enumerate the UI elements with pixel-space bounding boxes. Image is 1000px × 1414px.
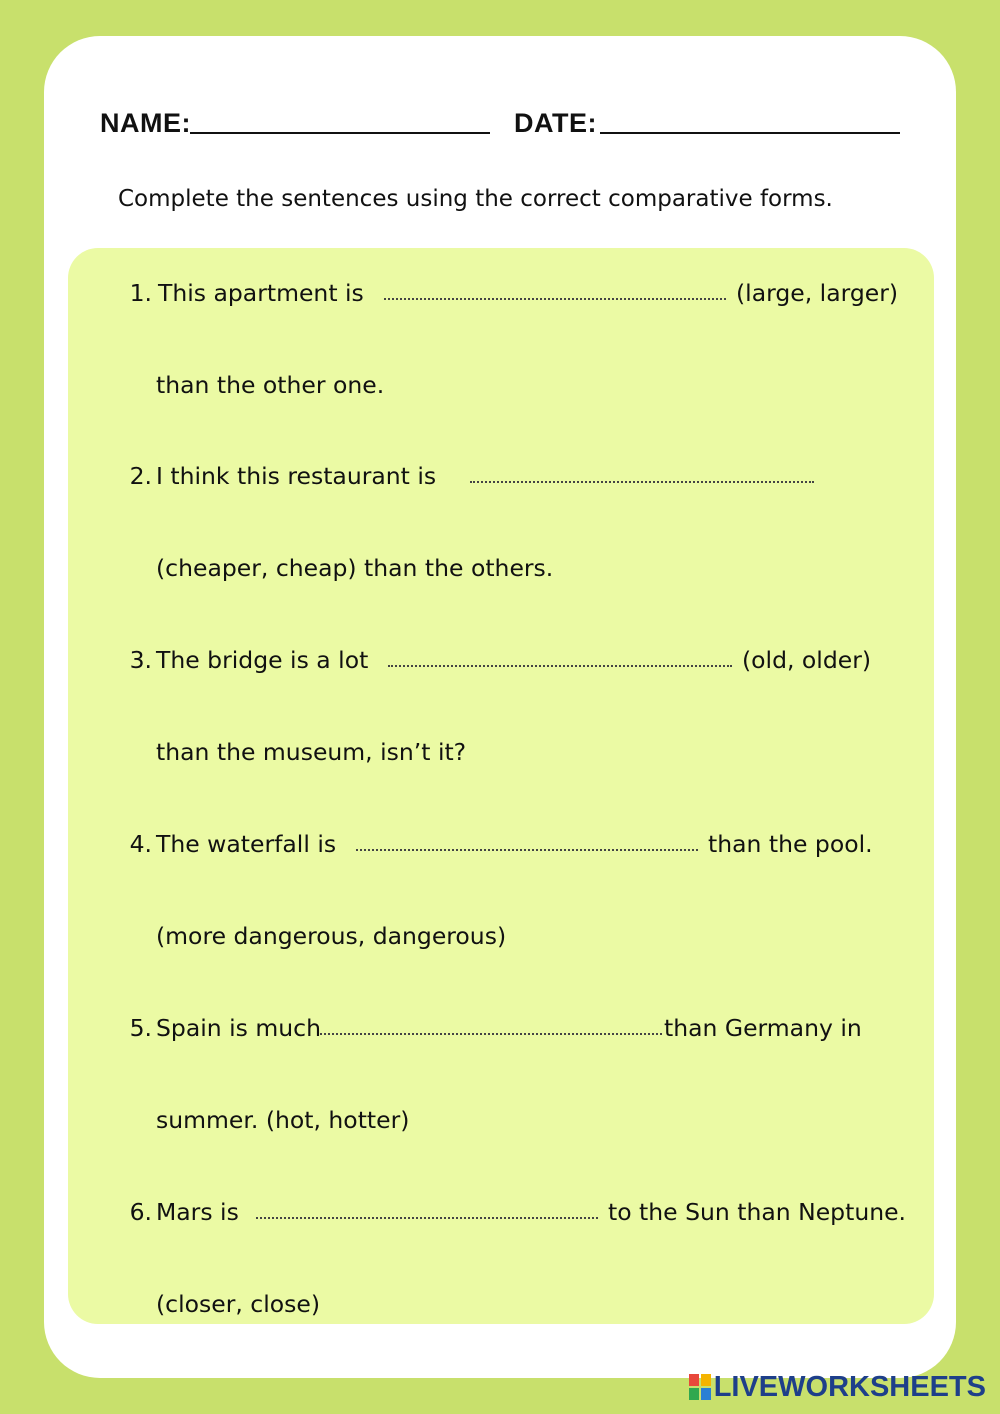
item-text-before: This apartment is bbox=[158, 279, 364, 307]
item-text-before: The bridge is a lot bbox=[156, 646, 369, 674]
instruction-text: Complete the sentences using the correct comparative forms. bbox=[118, 186, 833, 212]
item-text-line2: (more dangerous, dangerous) bbox=[156, 922, 507, 950]
answer-blank[interactable] bbox=[320, 1033, 662, 1035]
item-text-after: than Germany in bbox=[664, 1014, 862, 1042]
item-text-before: Mars is bbox=[156, 1198, 239, 1226]
name-label: NAME: bbox=[100, 108, 191, 138]
answer-blank[interactable] bbox=[388, 665, 732, 667]
item-text-line2: summer. (hot, hotter) bbox=[156, 1106, 410, 1134]
item-text-before: The waterfall is bbox=[156, 830, 337, 858]
item-text-after: (old, older) bbox=[742, 646, 872, 674]
item-number: 4. bbox=[129, 830, 152, 858]
liveworksheets-logo bbox=[689, 1370, 986, 1404]
item-number: 1. bbox=[129, 279, 152, 307]
item-text-line2: than the other one. bbox=[156, 371, 385, 399]
item-text-line2: than the museum, isn’t it? bbox=[156, 738, 467, 766]
name-field[interactable] bbox=[190, 132, 490, 134]
date-label: DATE: bbox=[514, 108, 597, 138]
answer-blank[interactable] bbox=[256, 1217, 598, 1219]
logo-text: LIVEWORKSHEETS bbox=[713, 1370, 986, 1403]
header-row bbox=[100, 104, 920, 144]
item-text-after: than the pool. bbox=[708, 830, 873, 858]
item-text-before: Spain is much bbox=[156, 1014, 321, 1042]
exercise-panel bbox=[68, 248, 934, 1324]
item-text-after: (large, larger) bbox=[736, 279, 899, 307]
logo-icon bbox=[689, 1374, 711, 1400]
answer-blank[interactable] bbox=[356, 849, 698, 851]
item-text-line2: (closer, close) bbox=[156, 1290, 320, 1318]
answer-blank[interactable] bbox=[384, 298, 726, 300]
item-number: 2. bbox=[129, 462, 152, 490]
item-text-after: to the Sun than Neptune. bbox=[608, 1198, 907, 1226]
answer-blank[interactable] bbox=[470, 481, 814, 483]
item-number: 5. bbox=[129, 1014, 152, 1042]
item-text-before: I think this restaurant is bbox=[156, 462, 437, 490]
item-number: 6. bbox=[129, 1198, 152, 1226]
date-field[interactable] bbox=[600, 132, 900, 134]
item-number: 3. bbox=[129, 646, 152, 674]
item-text-line2: (cheaper, cheap) than the others. bbox=[156, 554, 554, 582]
